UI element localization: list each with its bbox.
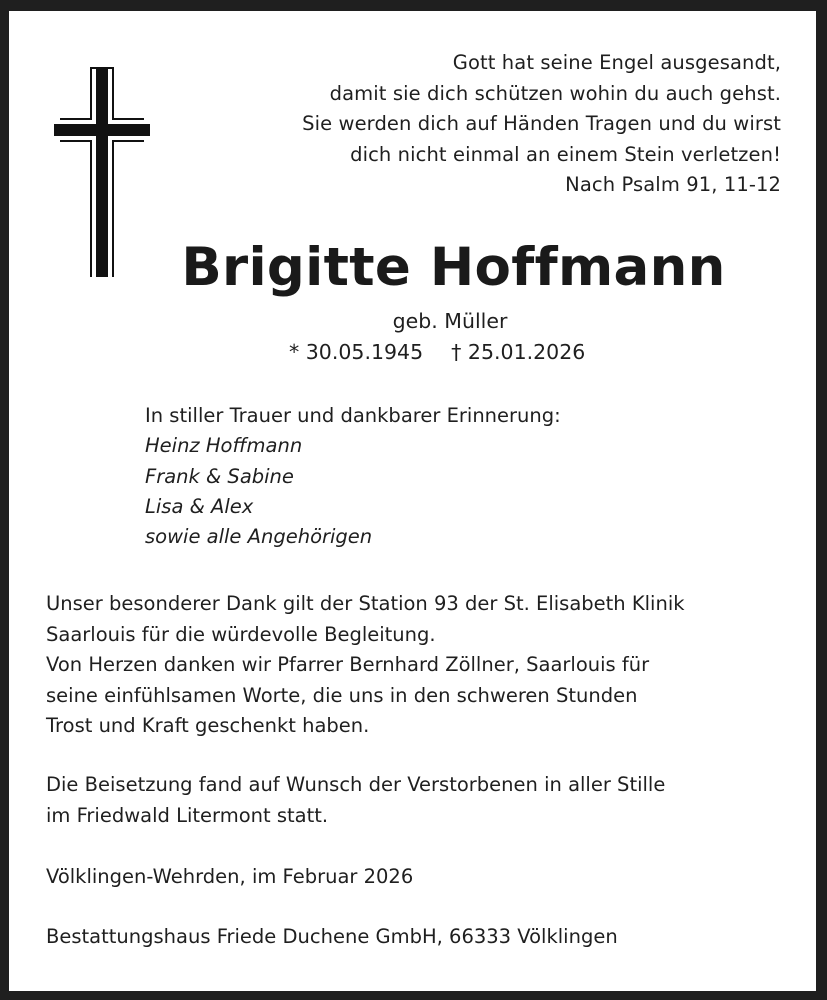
place-date [46, 862, 786, 893]
birth-date: * 30.05.1945 [289, 340, 424, 364]
text-line: Von Herzen danken wir Pfarrer Bernhard Zöllner, Saarlouis für [46, 653, 650, 676]
mourners-block [145, 401, 561, 552]
undertaker-text: Bestattungshaus Friede Duchene GmbH, 66333 Völklingen [46, 925, 618, 948]
verse-line: damit sie dich schützen wohin du auch gehst. [329, 81, 781, 105]
mourner-name: Heinz Hoffmann [145, 434, 303, 458]
death-date: † 25.01.2026 [451, 340, 586, 364]
undertaker [46, 922, 786, 953]
text-line: Unser besonderer Dank gilt der Station 93 der St. Elisabeth Klinik [46, 592, 685, 615]
bible-verse [181, 48, 781, 201]
life-dates [289, 337, 585, 367]
mourner-name: Lisa & Alex [145, 494, 254, 518]
mourners-intro: In stiller Trauer und dankbarer Erinnerung: [145, 404, 561, 427]
text-line: Die Beisetzung fand auf Wunsch der Verstorbenen in aller Stille [46, 773, 666, 796]
burial-paragraph [46, 770, 786, 831]
place-date-text: Völklingen-Wehrden, im Februar 2026 [46, 865, 414, 888]
mourner-name: sowie alle Angehörigen [145, 525, 373, 549]
text-line: im Friedwald Litermont statt. [46, 803, 329, 827]
verse-line: dich nicht einmal an einem Stein verletzen! [350, 142, 781, 166]
birth-name: geb. Müller [392, 309, 508, 333]
mourner-name: Frank & Sabine [145, 464, 294, 488]
text-line: Saarlouis für die würdevolle Begleitung. [46, 622, 436, 646]
verse-line: Gott hat seine Engel ausgesandt, [452, 51, 781, 74]
deceased-name: Brigitte Hoffmann [181, 237, 726, 298]
verse-line: Sie werden dich auf Händen Tragen und du wirst [302, 112, 781, 135]
thanks-paragraph [46, 589, 786, 742]
text-line: Trost und Kraft geschenkt haben. [46, 714, 370, 737]
verse-source: Nach Psalm 91, 11-12 [565, 173, 781, 196]
text-line: seine einfühlsamen Worte, die uns in den schweren Stunden [46, 683, 638, 707]
